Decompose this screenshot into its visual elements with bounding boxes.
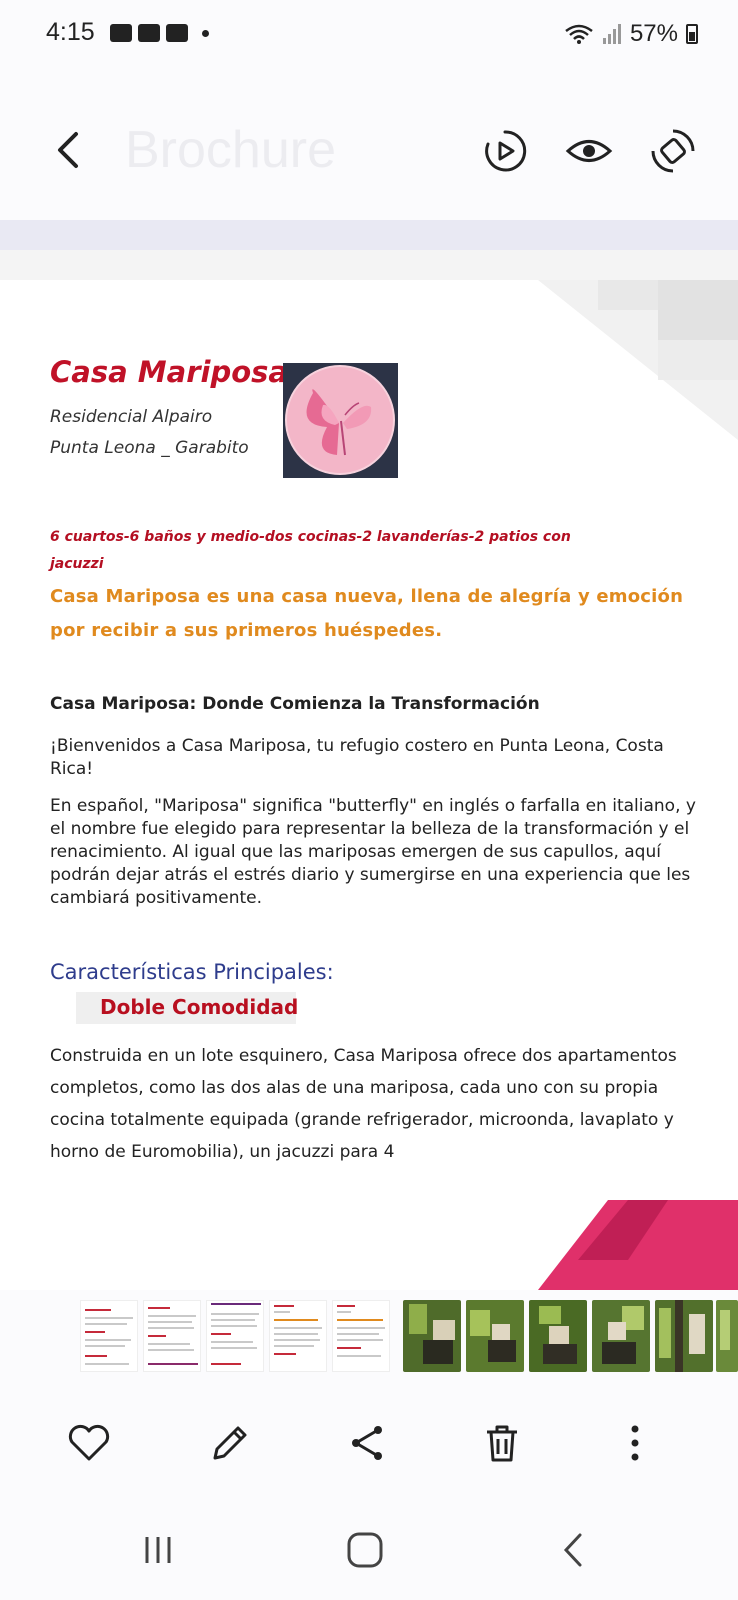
brochure-document[interactable] [0, 280, 738, 1290]
rotate-button[interactable] [648, 126, 698, 176]
subtitle-line-2: Punta Leona _ Garabito [50, 438, 249, 458]
youtube-icon [166, 24, 188, 42]
chevron-left-icon [60, 134, 76, 166]
more-options-button[interactable] [610, 1418, 660, 1468]
system-navigation-bar [0, 1495, 738, 1600]
recent-apps-button[interactable] [133, 1525, 183, 1575]
meaning-paragraph: En español, "Mariposa" significa "butterfly" en inglés o farfalla en italiano, y el nombre fue elegido para representar la belleza de la transformación y el renacimiento. Al igual que las mariposas emergen de sus capullos, aquí podrán dejar atrás el estrés diario y sumergirse en una experiencia que les cambiará positivamente. [50, 796, 696, 908]
features-heading: Características Principales: [50, 960, 334, 984]
app-bar [0, 70, 738, 220]
image-icon [110, 24, 132, 42]
corner-decoration-bottom [538, 1200, 738, 1290]
thumbnail-page-5[interactable] [332, 1300, 390, 1372]
butterfly-logo-image [283, 363, 398, 478]
rooms-description: 6 cuartos-6 baños y medio-dos cocinas-2 lavanderías-2 patios con jacuzzi [50, 529, 571, 572]
thumbnail-page-3[interactable] [206, 1300, 264, 1372]
corner-decoration [538, 280, 738, 440]
document-top-margin [0, 250, 738, 280]
thumbnail-photo-4[interactable] [592, 1300, 650, 1372]
status-bar [0, 0, 738, 70]
welcome-paragraph: ¡Bienvenidos a Casa Mariposa, tu refugio costero en Punta Leona, Costa Rica! [50, 736, 664, 779]
signal-icon [602, 23, 622, 45]
bottom-action-bar [0, 1400, 738, 1495]
recent-apps-icon [147, 1537, 169, 1563]
back-button[interactable] [40, 120, 100, 180]
thumbnail-photo-6[interactable] [716, 1300, 738, 1372]
status-right [564, 20, 698, 48]
thumbnail-strip[interactable] [0, 1290, 738, 1400]
page-title: Brochure [125, 121, 336, 179]
pencil-icon [215, 1428, 245, 1458]
system-back-button[interactable] [548, 1525, 598, 1575]
intro-text: Casa Mariposa es una casa nueva, llena de alegría y emoción por recibir a sus primeros huéspedes. [50, 586, 684, 641]
notification-dot-icon [202, 30, 209, 37]
section-heading: Casa Mariposa: Donde Comienza la Transformación [50, 694, 540, 714]
edit-button[interactable] [205, 1418, 255, 1468]
trash-icon [487, 1427, 517, 1460]
back-icon [566, 1535, 580, 1565]
document-title: Casa Mariposa [50, 355, 288, 389]
heart-icon [70, 1426, 107, 1459]
thumbnail-photo-3[interactable] [529, 1300, 587, 1372]
status-time: 4:15 [46, 18, 95, 46]
header-divider [0, 220, 738, 250]
battery-icon [686, 24, 698, 44]
slideshow-button[interactable] [480, 126, 530, 176]
home-button[interactable] [340, 1525, 390, 1575]
delete-button[interactable] [477, 1418, 527, 1468]
eye-button[interactable] [564, 126, 614, 176]
battery-percent: 57% [629, 20, 678, 47]
subtitle-line-1: Residencial Alpairo [50, 407, 213, 427]
thumbnail-photo-5[interactable] [655, 1300, 713, 1372]
favorite-button[interactable] [64, 1418, 114, 1468]
feature-label: Doble Comodidad [100, 995, 299, 1019]
status-left-icons [110, 24, 209, 42]
share-button[interactable] [342, 1418, 392, 1468]
thumbnail-page-2[interactable] [143, 1300, 201, 1372]
thumbnail-page-1[interactable] [80, 1300, 138, 1372]
wifi-icon [564, 23, 594, 45]
youtube-icon [138, 24, 160, 42]
thumbnail-photo-2[interactable] [466, 1300, 524, 1372]
home-icon [349, 1534, 381, 1566]
feature-paragraph: Construida en un lote esquinero, Casa Mariposa ofrece dos apartamentos completos, como las dos alas de una mariposa, cada uno con su propia cocina totalmente equipada (grande refrigerador, microonda, lavaplato y horno de Euromobilia), un jacuzzi para 4 [50, 1046, 677, 1162]
thumbnail-page-4[interactable] [269, 1300, 327, 1372]
thumbnail-photo-1[interactable] [403, 1300, 461, 1372]
